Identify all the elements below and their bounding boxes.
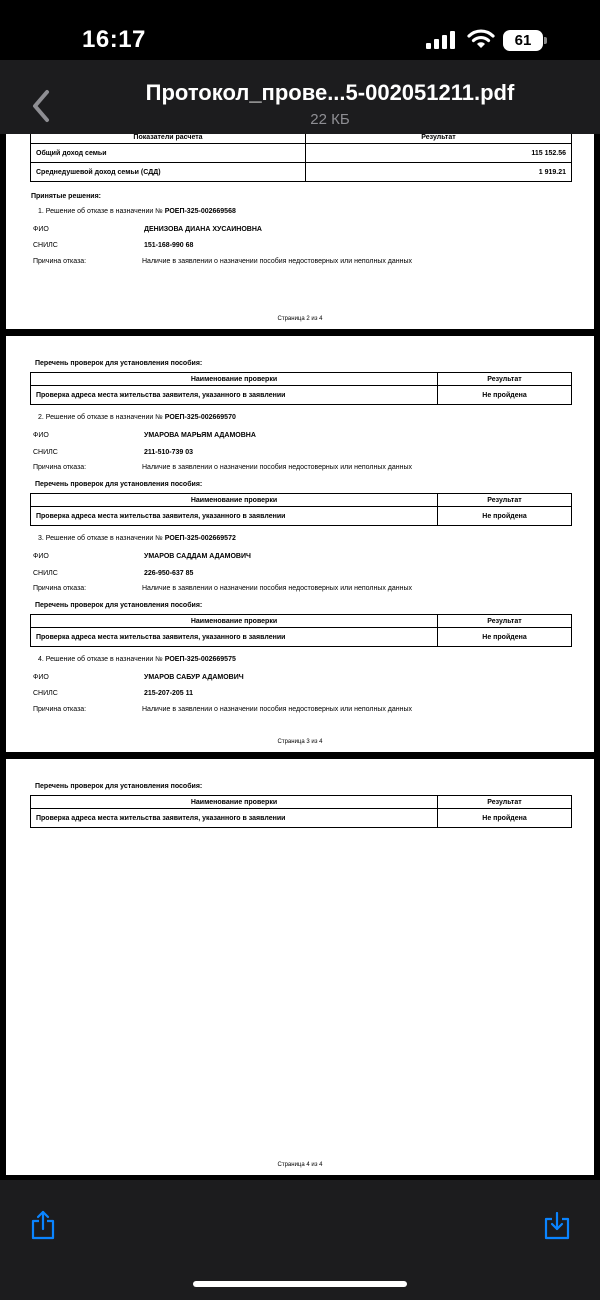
fio-label: ФИО [33, 674, 49, 681]
pdf-page-2[interactable] [6, 134, 594, 329]
file-size: 22 КБ [310, 111, 350, 128]
checks-table [30, 795, 572, 828]
checks-heading: Перечень проверок для установления пособия: [35, 783, 203, 790]
fio-value: УМАРОВ САБУР АДАМОВИЧ [144, 674, 244, 681]
fio-value: УМАРОВА МАРЬЯМ АДАМОВНА [144, 432, 256, 439]
table-header-cell: Результат [438, 373, 572, 386]
snils-value: 151-168-990 68 [144, 242, 194, 249]
battery-icon: 61 [503, 30, 543, 51]
save-to-files-icon[interactable] [543, 1212, 571, 1240]
reason-label: Причина отказа: [33, 585, 87, 592]
table-cell: Не пройдена [438, 628, 572, 647]
reason-label: Причина отказа: [33, 706, 87, 713]
wifi-icon [467, 28, 495, 50]
pdf-page-3[interactable] [6, 336, 594, 752]
snils-label: СНИЛС [33, 570, 58, 577]
fio-label: ФИО [33, 432, 49, 439]
checks-heading: Перечень проверок для установления пособия: [35, 360, 203, 367]
pdf-page-4[interactable] [6, 759, 594, 1175]
reason-value: Наличие в заявлении о назначении пособия недостоверных или неполных данных [142, 706, 413, 713]
checks-table [30, 614, 572, 647]
table-header-cell: Показатели расчета [31, 134, 306, 144]
snils-label: СНИЛС [33, 690, 58, 697]
table-cell: Среднедушевой доход семьи (СДД) [31, 163, 306, 182]
checks-table [30, 372, 572, 405]
table-header-cell: Наименование проверки [31, 494, 438, 507]
calc-table [30, 134, 572, 182]
battery-tip [544, 37, 547, 44]
table-cell: Не пройдена [438, 809, 572, 828]
page-footer: Страница 3 из 4 [277, 739, 323, 745]
table-header-cell: Наименование проверки [31, 615, 438, 628]
table-cell: Общий доход семьи [31, 144, 306, 163]
decision-line: 3. Решение об отказе в назначении № РОЕП-325-002669572 [38, 535, 236, 542]
page-footer: Страница 4 из 4 [277, 1162, 323, 1168]
decisions-heading: Принятые решения: [31, 193, 102, 200]
table-cell: Проверка адреса места жительства заявителя, указанного в заявлении [31, 507, 438, 526]
document-title: Протокол_прове...5-002051211.pdf [145, 80, 515, 105]
table-cell: Проверка адреса места жительства заявителя, указанного в заявлении [31, 628, 438, 647]
checks-heading: Перечень проверок для установления пособия: [35, 602, 203, 609]
chevron-left-icon[interactable] [28, 88, 56, 124]
fio-label: ФИО [33, 553, 49, 560]
cellular-signal-icon [426, 31, 458, 49]
table-cell: Не пройдена [438, 507, 572, 526]
fio-label: ФИО [33, 226, 49, 233]
fio-value: УМАРОВ САДДАМ АДАМОВИЧ [144, 553, 251, 560]
snils-label: СНИЛС [33, 242, 58, 249]
checks-table [30, 493, 572, 526]
snils-value: 215-207-205 11 [144, 690, 194, 697]
decision-line: 2. Решение об отказе в назначении № РОЕП-325-002669570 [38, 414, 236, 421]
reason-label: Причина отказа: [33, 258, 87, 265]
checks-heading: Перечень проверок для установления пособия: [35, 481, 203, 488]
table-header-cell: Результат [438, 615, 572, 628]
fio-value: ДЕНИЗОВА ДИАНА ХУСАИНОВНА [144, 226, 262, 233]
table-header-cell: Результат [306, 134, 572, 144]
status-time: 16:17 [82, 26, 146, 53]
decision-line: 1. Решение об отказе в назначении № РОЕП-325-002669568 [38, 208, 236, 215]
snils-value: 211-510-739 03 [144, 449, 194, 456]
snils-label: СНИЛС [33, 449, 58, 456]
snils-value: 226-950-637 85 [144, 570, 194, 577]
share-icon[interactable] [30, 1210, 56, 1240]
page-footer: Страница 2 из 4 [277, 316, 323, 322]
table-cell: 115 152.56 [306, 144, 572, 163]
table-header-cell: Наименование проверки [31, 373, 438, 386]
table-header-cell: Результат [438, 796, 572, 809]
home-indicator[interactable] [193, 1281, 407, 1287]
table-header-cell: Результат [438, 494, 572, 507]
table-cell: Не пройдена [438, 386, 572, 405]
table-cell: Проверка адреса места жительства заявителя, указанного в заявлении [31, 809, 438, 828]
decision-line: 4. Решение об отказе в назначении № РОЕП-325-002669575 [38, 656, 236, 663]
table-cell: Проверка адреса места жительства заявителя, указанного в заявлении [31, 386, 438, 405]
reason-value: Наличие в заявлении о назначении пособия недостоверных или неполных данных [142, 464, 413, 471]
table-cell: 1 919.21 [306, 163, 572, 182]
reason-value: Наличие в заявлении о назначении пособия недостоверных или неполных данных [142, 585, 413, 592]
table-header-cell: Наименование проверки [31, 796, 438, 809]
reason-label: Причина отказа: [33, 464, 87, 471]
reason-value: Наличие в заявлении о назначении пособия недостоверных или неполных данных [142, 258, 413, 265]
